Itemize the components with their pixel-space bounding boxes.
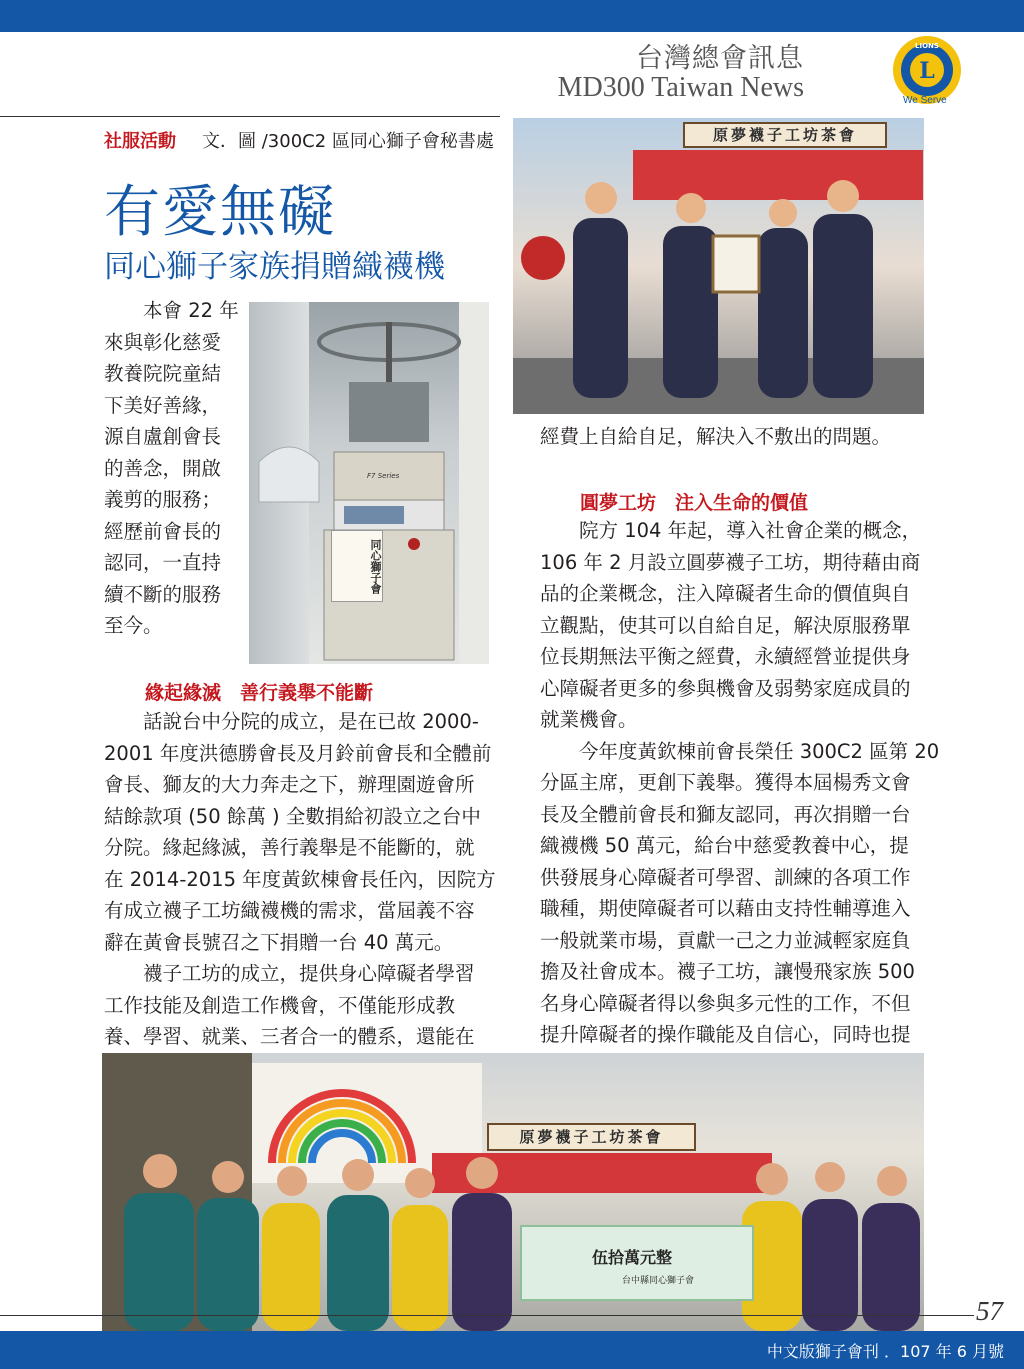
- knitting-machine-photo: [249, 302, 489, 664]
- text-line: 位長期無法平衡之經費，永續經營並提供身: [540, 645, 911, 668]
- footer-rule: [0, 1315, 974, 1316]
- text-line: 在 2014-2015 年度黃欽棟會長任內，因院方: [104, 867, 496, 891]
- top-photo-sign: 原夢襪子工坊茶會: [683, 122, 887, 148]
- text-line: 教養院院童結: [104, 362, 222, 385]
- text-line: 結餘款項 (50 餘萬 ) 全數捐給初設立之台中: [104, 804, 481, 828]
- header-title-en: MD300 Taiwan News: [557, 72, 804, 103]
- group-photo-check: [102, 1053, 924, 1331]
- article-subtitle: 同心獅子家族捐贈織襪機: [104, 249, 445, 285]
- byline: [104, 127, 494, 153]
- donation-check: [520, 1225, 754, 1301]
- col2-continuation: 經費上自給自足，解決入不敷出的問題。: [540, 425, 892, 448]
- text-line: 長及全體前會長和獅友認同，再次捐贈一台: [540, 802, 911, 826]
- page-number: 57: [976, 1296, 1003, 1326]
- category-label: 社服活動: [104, 131, 176, 152]
- text-line: 有成立襪子工坊織襪機的需求，當屆義不容: [104, 899, 475, 922]
- text-line: 心障礙者更多的參與機會及弱勢家庭成員的: [540, 676, 911, 700]
- article-title: 有愛無礙: [104, 180, 336, 245]
- bottom-photo-sign: 原夢襪子工坊茶會: [487, 1123, 696, 1151]
- text-line: 分院。緣起緣滅，善行義舉是不能斷的，就: [104, 836, 475, 859]
- section1-heading: 緣起緣滅 善行義舉不能斷: [145, 682, 374, 704]
- check-amount: 伍拾萬元整: [592, 1248, 673, 1267]
- section2-paragraph: [540, 515, 940, 1082]
- check-recipient: 台中縣同心獅子會: [622, 1276, 695, 1286]
- text-line: 院方 104 年起，導入社會企業的概念，: [579, 519, 922, 542]
- logo-caption: We Serve: [903, 95, 947, 106]
- text-line: 一般就業市場，貢獻一己之力並減輕家庭負: [540, 928, 911, 952]
- top-color-bar: [0, 0, 1024, 32]
- text-line: 至今。: [104, 614, 163, 637]
- text-line: 會長、獅友的大力奔走之下，辦理園遊會所: [104, 773, 475, 796]
- text-line: 立觀點，使其可以自給自足，解決原服務單: [540, 613, 911, 637]
- text-line: 下美好善緣，: [104, 393, 222, 417]
- text-line: 供發展身心障礙者可學習、訓練的各項工作: [540, 865, 911, 889]
- text-line: 源自盧創會長: [104, 425, 222, 448]
- text-line: 續不斷的服務: [104, 582, 222, 606]
- machine-model-label: F7 Series: [367, 472, 400, 480]
- text-line: 襪子工坊的成立，提供身心障礙者學習: [143, 962, 475, 985]
- text-line: 就業機會。: [540, 708, 638, 731]
- header-title-zh: 台灣總會訊息: [636, 43, 804, 74]
- text-line: 分區主席，更創下義舉。獲得本屆楊秀文會: [540, 771, 911, 794]
- text-line: 的善念，開啟: [104, 456, 222, 480]
- section1-paragraph: [104, 706, 494, 1053]
- header-rule: [0, 116, 500, 117]
- text-line: 名身心障礙者得以參與多元性的工作，不但: [540, 991, 911, 1015]
- journal-issue: 中文版獅子會刊 ．107 年 6 月號: [766, 1342, 1004, 1361]
- text-line: 職種，期使障礙者可以藉由支持性輔導進入: [540, 897, 911, 920]
- text-line: 經歷前會長的: [104, 519, 222, 543]
- intro-paragraph: [104, 295, 244, 642]
- text-line: 擔及社會成本。襪子工坊，讓慢飛家族 500: [540, 960, 915, 983]
- text-line: 辭在黃會長號召之下捐贈一台 40 萬元。: [104, 930, 454, 954]
- text-line: 義剪的服務；: [104, 488, 222, 511]
- text-line: 提升障礙者的操作職能及自信心，同時也提: [540, 1023, 911, 1046]
- author-credit: 文．圖 /300C2 區同心獅子會秘書處: [202, 131, 494, 152]
- text-line: 今年度黃欽棟前會長榮任 300C2 區第 20: [579, 739, 940, 763]
- text-line: 品的企業概念，注入障礙者生命的價值與自: [540, 582, 911, 605]
- section2-heading: 圓夢工坊 注入生命的價值: [580, 492, 809, 514]
- svg-text:LIONS: LIONS: [915, 42, 939, 50]
- svg-text:L: L: [919, 58, 935, 84]
- text-line: 本會 22 年: [143, 299, 239, 322]
- text-line: 織襪機 50 萬元，給台中慈愛教養中心，提: [540, 834, 909, 857]
- text-line: 認同，一直持: [104, 551, 222, 574]
- text-line: 話說台中分院的成立，是在已故 2000-: [143, 710, 479, 733]
- text-line: 來與彰化慈愛: [104, 330, 222, 354]
- machine-sign: 同心獅子會: [331, 530, 383, 602]
- group-photo-certificate: [513, 118, 924, 414]
- text-line: 工作技能及創造工作機會，不僅能形成教: [104, 993, 456, 1017]
- text-line: 106 年 2 月設立圓夢襪子工坊，期待藉由商: [540, 550, 921, 574]
- text-line: 2001 年度洪德勝會長及月鈴前會長和全體前: [104, 741, 492, 765]
- text-line: 養、學習、就業、三者合一的體系，還能在: [104, 1025, 475, 1048]
